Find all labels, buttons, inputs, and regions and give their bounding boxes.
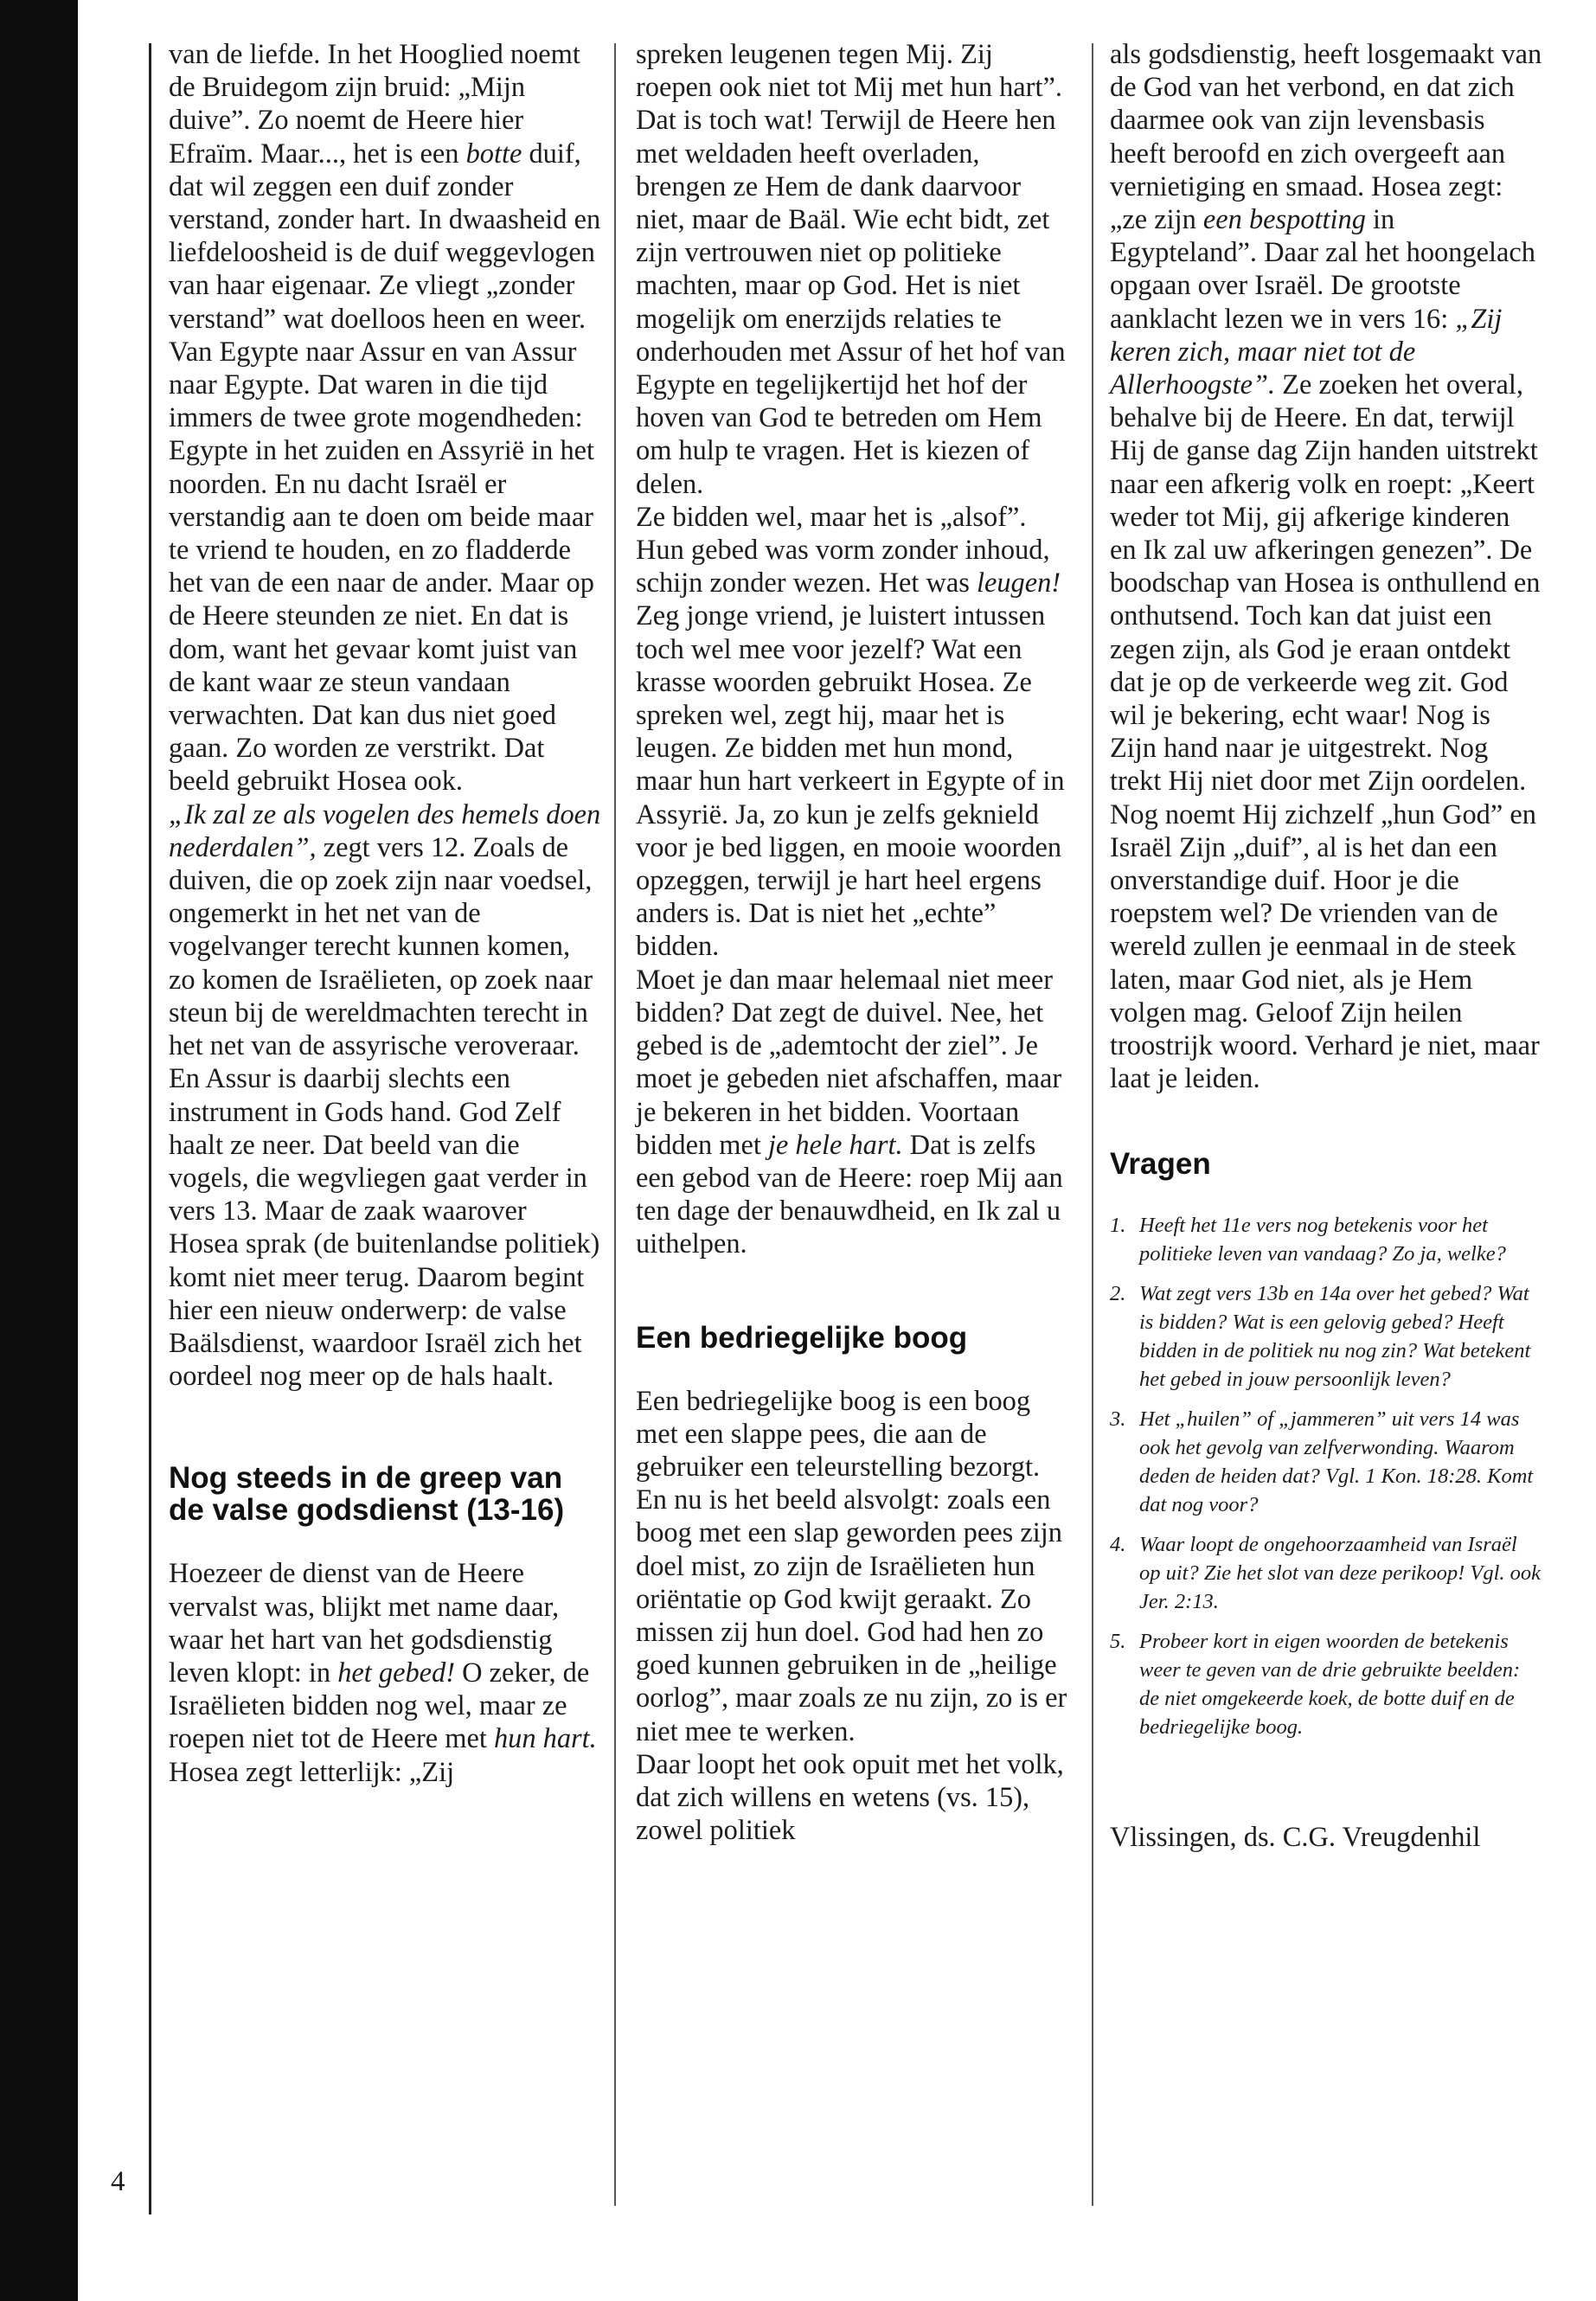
question-number: 3. (1110, 1407, 1126, 1431)
emphasis: een bespotting (1202, 204, 1366, 236)
paragraph (169, 1557, 601, 1788)
paragraph (169, 38, 601, 798)
emphasis: hun hart. (493, 1723, 597, 1755)
question-item (1110, 1211, 1542, 1268)
text-run: als godsdienstig, heeft losgemaakt van de God van het verbond, en dat zich daarmee ook van zijn levensbasis heeft beroofd en zich overgeeft aan vernietiging en smaad. Hosea zegt: „ze zijn (1110, 39, 1542, 236)
text-run: Ze bidden wel, maar het is „alsof”. Hun gebed was vorm zonder inhoud, schijn zonder wezen. Het was (636, 501, 1050, 599)
text-run: in Egypteland”. Daar zal het hoongelach opgaan over Israël. De grootste aanklacht lezen we in vers 16: (1110, 204, 1535, 335)
question-number: 5. (1110, 1629, 1126, 1653)
page-margin-rule (149, 43, 151, 2214)
page-number: 4 (111, 2166, 125, 2197)
emphasis: botte (465, 138, 522, 170)
paragraph (636, 501, 1068, 964)
text-column-2 (636, 38, 1068, 1847)
question-number: 2. (1110, 1281, 1126, 1305)
question-text: Wat zegt vers 13b en 14a over het gebed? Wat is bidden? Wat is een gelovig gebed? Heeft bidden in de politiek nu nog zin? Wat betekent het gebed in jouw persoonlijk leven? (1139, 1281, 1531, 1391)
question-number: 4. (1110, 1532, 1126, 1556)
emphasis: leugen! (976, 567, 1061, 599)
text-run: Hosea zegt letterlijk: „Zij (169, 1756, 455, 1788)
question-text: Probeer kort in eigen woorden de betekenis weer te geven van de drie gebruikte beelden: de niet omgekeerde koek, de botte duif en de bedriegelijke boog. (1139, 1629, 1521, 1739)
question-text: Heeft het 11e vers nog betekenis voor het politieke leven van vandaag? Zo ja, welke? (1139, 1213, 1506, 1266)
question-item (1110, 1530, 1542, 1616)
question-number: 1. (1110, 1213, 1126, 1237)
questions-list (1110, 1211, 1542, 1741)
text-run: Moet je dan maar helemaal niet meer bidden? Dat zegt de duivel. Nee, het gebed is de „ademtocht der ziel”. Je moet je gebeden niet afschaffen, maar je bekeren in het bidden. Voortaan bidden met (636, 964, 1062, 1161)
text-column-1 (169, 38, 601, 1789)
paragraph: Daar loopt het ook opuit met het volk, dat zich willens en wetens (vs. 15), zowel politiek (636, 1748, 1064, 1847)
question-item (1110, 1627, 1542, 1741)
question-item (1110, 1405, 1542, 1519)
question-item (1110, 1279, 1542, 1394)
column-divider (614, 43, 616, 2206)
text-run: van de liefde. In het Hooglied noemt de Bruidegom zijn bruid: „Mijn duive”. Zo noemt de Heere hier Efraïm. Maar..., het is een (169, 39, 580, 170)
section-heading: Een bedriegelijke boog (636, 1320, 968, 1355)
paragraph (1110, 38, 1542, 1096)
scan-edge (0, 0, 78, 2301)
emphasis: je hele hart. (767, 1129, 903, 1161)
question-text: Het „huilen” of „jammeren” uit vers 14 was ook het gevolg van zelfverwonding. Waarom deden de heiden dat? Vgl. 1 Kon. 18:28. Komt dat nog voor? (1139, 1407, 1534, 1516)
emphasis: het gebed! (337, 1657, 456, 1689)
section-heading: Nog steeds in de greep van de valse godsdienst (13-16) (169, 1461, 565, 1528)
questions-heading: Vragen (1110, 1146, 1211, 1181)
text-run: Hoezeer de dienst van de Heere vervalst was, blijkt met name daar, waar het hart van het godsdienstig leven klopt: in (169, 1558, 560, 1689)
text-run: Ze zoeken het overal, behalve bij de Heere. En dat, terwijl Hij de ganse dag Zijn handen uitstrekt naar een afkerig volk en roept: „Keert weder tot Mij, gij afkerige kinderen en Ik zal uw afkeringen genezen”. De boodschap van Hosea is onthullend en onthutsend. Toch kan dat juist een zegen zijn, als God je eraan ontdekt dat je op de verkeerde weg zit. God wil je bekering, echt waar! Nog is Zijn hand naar je uitgestrekt. Nog trekt Hij niet door met Zijn oordelen. Nog noemt Hij zichzelf „hun God” en Israël Zijn „duif”, al is het dan een onverstandige duif. Hoor je die roepstem wel? De vrienden van de wereld zullen je eenmaal in de steek laten, maar God niet, als je Hem volgen mag. Geloof Zijn heilen troostrijk woord. Verhard je niet, maar laat je leiden. (1110, 369, 1541, 1095)
author-signature: Vlissingen, ds. C.G. Vreugdenhil (1110, 1821, 1481, 1853)
text-run: Zeg jonge vriend, je luistert intussen toch wel mee voor jezelf? Wat een krasse woorden gebruikt Hosea. Ze spreken wel, zegt hij, maar het is leugen. Ze bidden met hun mond, maar hun hart verkeert in Egypte of in Assyrië. Ja, zo kun je zelfs geknield voor je bed liggen, en mooie woorden opzeggen, terwijl je hart heel ergens anders is. Dat is niet het „echte” bidden. (636, 600, 1065, 963)
text-run: O zeker, de Israëlieten bidden nog wel, maar ze roepen niet tot de Heere met (169, 1657, 590, 1755)
text-run: spreken leugenen tegen Mij. Zij roepen ook niet tot Mij met hun hart”. Dat is toch wat! Terwijl de Heere hen met weldaden heeft overladen, brengen ze Hem de dank daarvoor niet, maar de Baäl. Wie echt bidt, zet zijn vertrouwen niet op politieke machten, maar op God. Het is niet mogelijk om enerzijds relaties te onderhouden met Assur of het hof van Egypte en tegelijkertijd het hof der hoven van God te betreden om Hem om hulp te vragen. Het is kiezen of delen. (636, 39, 1066, 500)
paragraph: Een bedriegelijke boog is een boog met een slappe pees, die aan de gebruiker een teleurstelling bezorgt. En nu is het beeld alsvolgt: zoals een boog met een slap geworden pees zijn doel mist, zo zijn de Israëlieten hun oriëntatie op God kwijt geraakt. Zo missen zij hun doel. God had hen zo goed kunnen gebruiken in de „heilige oorlog”, maar zoals ze nu zijn, zo is er niet mee te werken. (636, 1385, 1067, 1747)
text-run: duif, dat wil zeggen een duif zonder verstand, zonder hart. In dwaasheid en liefdeloosheid is de duif weggevlogen van haar eigenaar. Ze vliegt „zonder verstand” wat doelloos heen en weer. Van Egypte naar Assur en van Assur naar Egypte. Dat waren in die tijd immers de twee grote mogendheden: Egypte in het zuiden en Assyrië in het noorden. En nu dacht Israël er verstandig aan te doen om beide maar te vriend te houden, en zo fladderde het van de een naar de ander. Maar op de Heere steunden ze niet. En dat is dom, want het gevaar komt juist van de kant waar ze steun vandaan verwachten. Dat kan dus niet goed gaan. Zo worden ze verstrikt. Dat beeld gebruikt Hosea ook. (169, 138, 601, 798)
quote: „Ik zal ze als vogelen des hemels doen nederdalen”, (169, 798, 601, 863)
quote: „Zij keren zich, maar niet tot de Allerhoogste”. (1110, 303, 1503, 401)
text-column-3 (1110, 38, 1542, 1854)
paragraph (636, 38, 1068, 501)
text-run: zegt vers 12. Zoals de duiven, die op zoek zijn naar voedsel, ongemerkt in het net van de vogelvanger terecht kunnen komen, zo komen de Israëlieten, op zoek naar steun bij de wereldmachten terecht in het net van de assyrische veroveraar. En Assur is daarbij slechts een instrument in Gods hand. God Zelf haalt ze neer. Dat beeld van die vogels, die wegvliegen gaat verder in vers 13. Maar de zaak waarover Hosea sprak (de buitenlandse politiek) komt niet meer terug. Daarom begint hier een nieuw onderwerp: de valse Baälsdienst, waardoor Israël zich het oordeel nog meer op de hals haalt. (169, 831, 600, 1393)
column-divider (1092, 43, 1093, 2206)
paragraph (636, 964, 1068, 1261)
text-run: Dat is zelfs een gebod van de Heere: roep Mij aan ten dage der benauwdheid, en Ik zal u uithelpen. (636, 1129, 1063, 1260)
paragraph (169, 798, 601, 1394)
question-text: Waar loopt de ongehoorzaamheid van Israël op uit? Zie het slot van deze perikoop! Vgl. ook Jer. 2:13. (1139, 1532, 1542, 1613)
